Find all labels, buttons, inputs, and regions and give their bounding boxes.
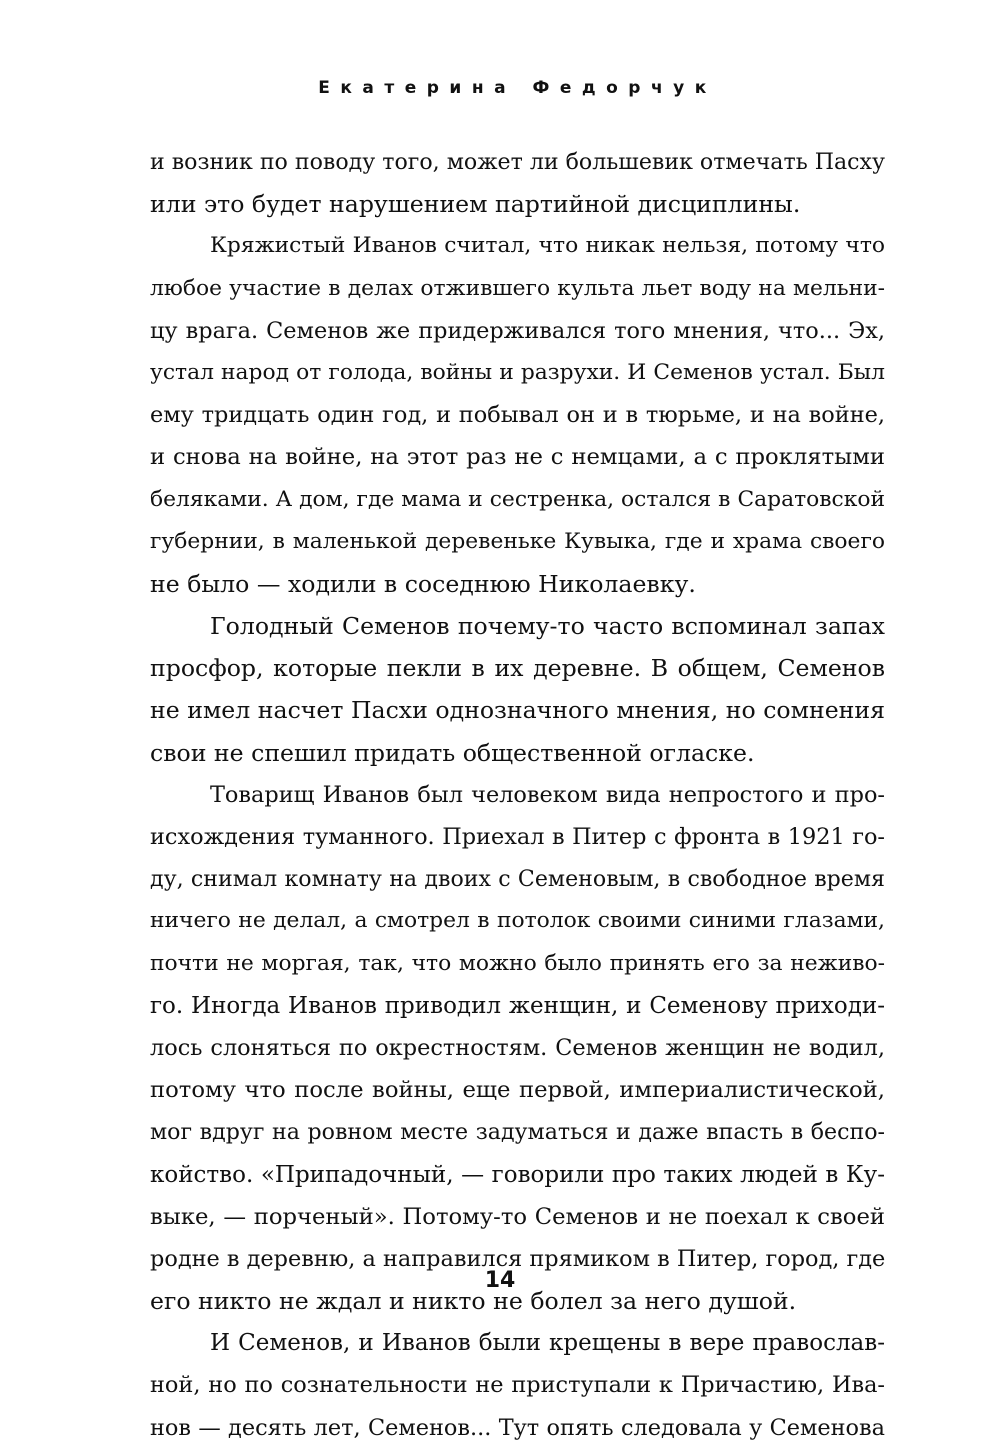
- text-line: любое участие в делах отжившего культа льет воду на мельни-: [150, 275, 885, 301]
- text-line: его никто не ждал и никто не болел за него душой.: [150, 1287, 797, 1316]
- text-line: мог вдруг на ровном месте задуматься и даже впасть в беспо-: [150, 1119, 885, 1146]
- text-line: просфор, которые пекли в их деревне. В общем, Семенов: [150, 654, 885, 683]
- text-line: потому что после войны, еще первой, империалистической,: [150, 1077, 885, 1104]
- text-line: родне в деревню, а направился прямиком в Питер, город, где: [150, 1245, 886, 1272]
- text-line: ему тридцать один год, и побывал он и в тюрьме, и на войне,: [150, 402, 885, 429]
- text-line: губернии, в маленькой деревеньке Кувыка, где и храма своего: [150, 528, 885, 554]
- text-line: исхождения туманного. Приехал в Питер с фронта в 1921 го-: [150, 824, 885, 850]
- text-line: цу врага. Семенов же придерживался того мнения, что... Эх,: [150, 317, 885, 344]
- text-line: беляками. А дом, где мама и сестренка, остался в Саратовской: [150, 486, 885, 512]
- page-number: 14: [484, 1268, 516, 1293]
- text-line: и возник по поводу того, может ли большевик отмечать Пасху: [150, 149, 886, 175]
- text-line: нов — десять лет, Семенов... Тут опять следовала у Семенова: [150, 1414, 885, 1441]
- running-head-author: Екатерина Федорчук: [318, 78, 717, 98]
- text-line: ничего не делал, а смотрел в потолок своими синими глазами,: [150, 908, 885, 934]
- text-line: почти не моргая, так, что можно было принять его за неживо-: [150, 950, 885, 976]
- text-line: ду, снимал комнату на двоих с Семеновым, в свободное время: [150, 866, 885, 893]
- text-line: лось слоняться по окрестностям. Семенов женщин не водил,: [150, 1034, 885, 1061]
- text-line: устал народ от голода, войны и разрухи. И Семенов устал. Был: [150, 359, 885, 385]
- text-line: свои не спешил придать общественной огласке.: [150, 738, 755, 767]
- text-line: и снова на войне, на этот раз не с немцами, а с проклятыми: [150, 444, 885, 471]
- body-text: [150, 141, 885, 1449]
- text-line: ной, но по сознательности не приступали к Причастию, Ива-: [150, 1372, 885, 1399]
- text-line: И Семенов, и Иванов были крещены в вере православ-: [210, 1330, 885, 1357]
- text-line: го. Иногда Иванов приводил женщин, и Семенову приходи-: [150, 992, 885, 1019]
- text-line: выке, — порченый». Потому-то Семенов и не поехал к своей: [150, 1203, 885, 1230]
- text-line: Голодный Семенов почему-то часто вспоминал запах: [210, 612, 885, 641]
- text-line: не было — ходили в соседнюю Николаевку.: [150, 569, 696, 598]
- text-line: койство. «Припадочный, — говорили про таких людей в Ку-: [150, 1161, 885, 1188]
- text-line: Кряжистый Иванов считал, что никак нельзя, потому что: [210, 233, 885, 259]
- text-line: Товарищ Иванов был человеком вида непростого и про-: [210, 781, 885, 808]
- text-line: не имел насчет Пасхи однозначного мнения, но сомнения: [150, 696, 885, 725]
- text-line: или это будет нарушением партийной дисциплины.: [150, 190, 801, 219]
